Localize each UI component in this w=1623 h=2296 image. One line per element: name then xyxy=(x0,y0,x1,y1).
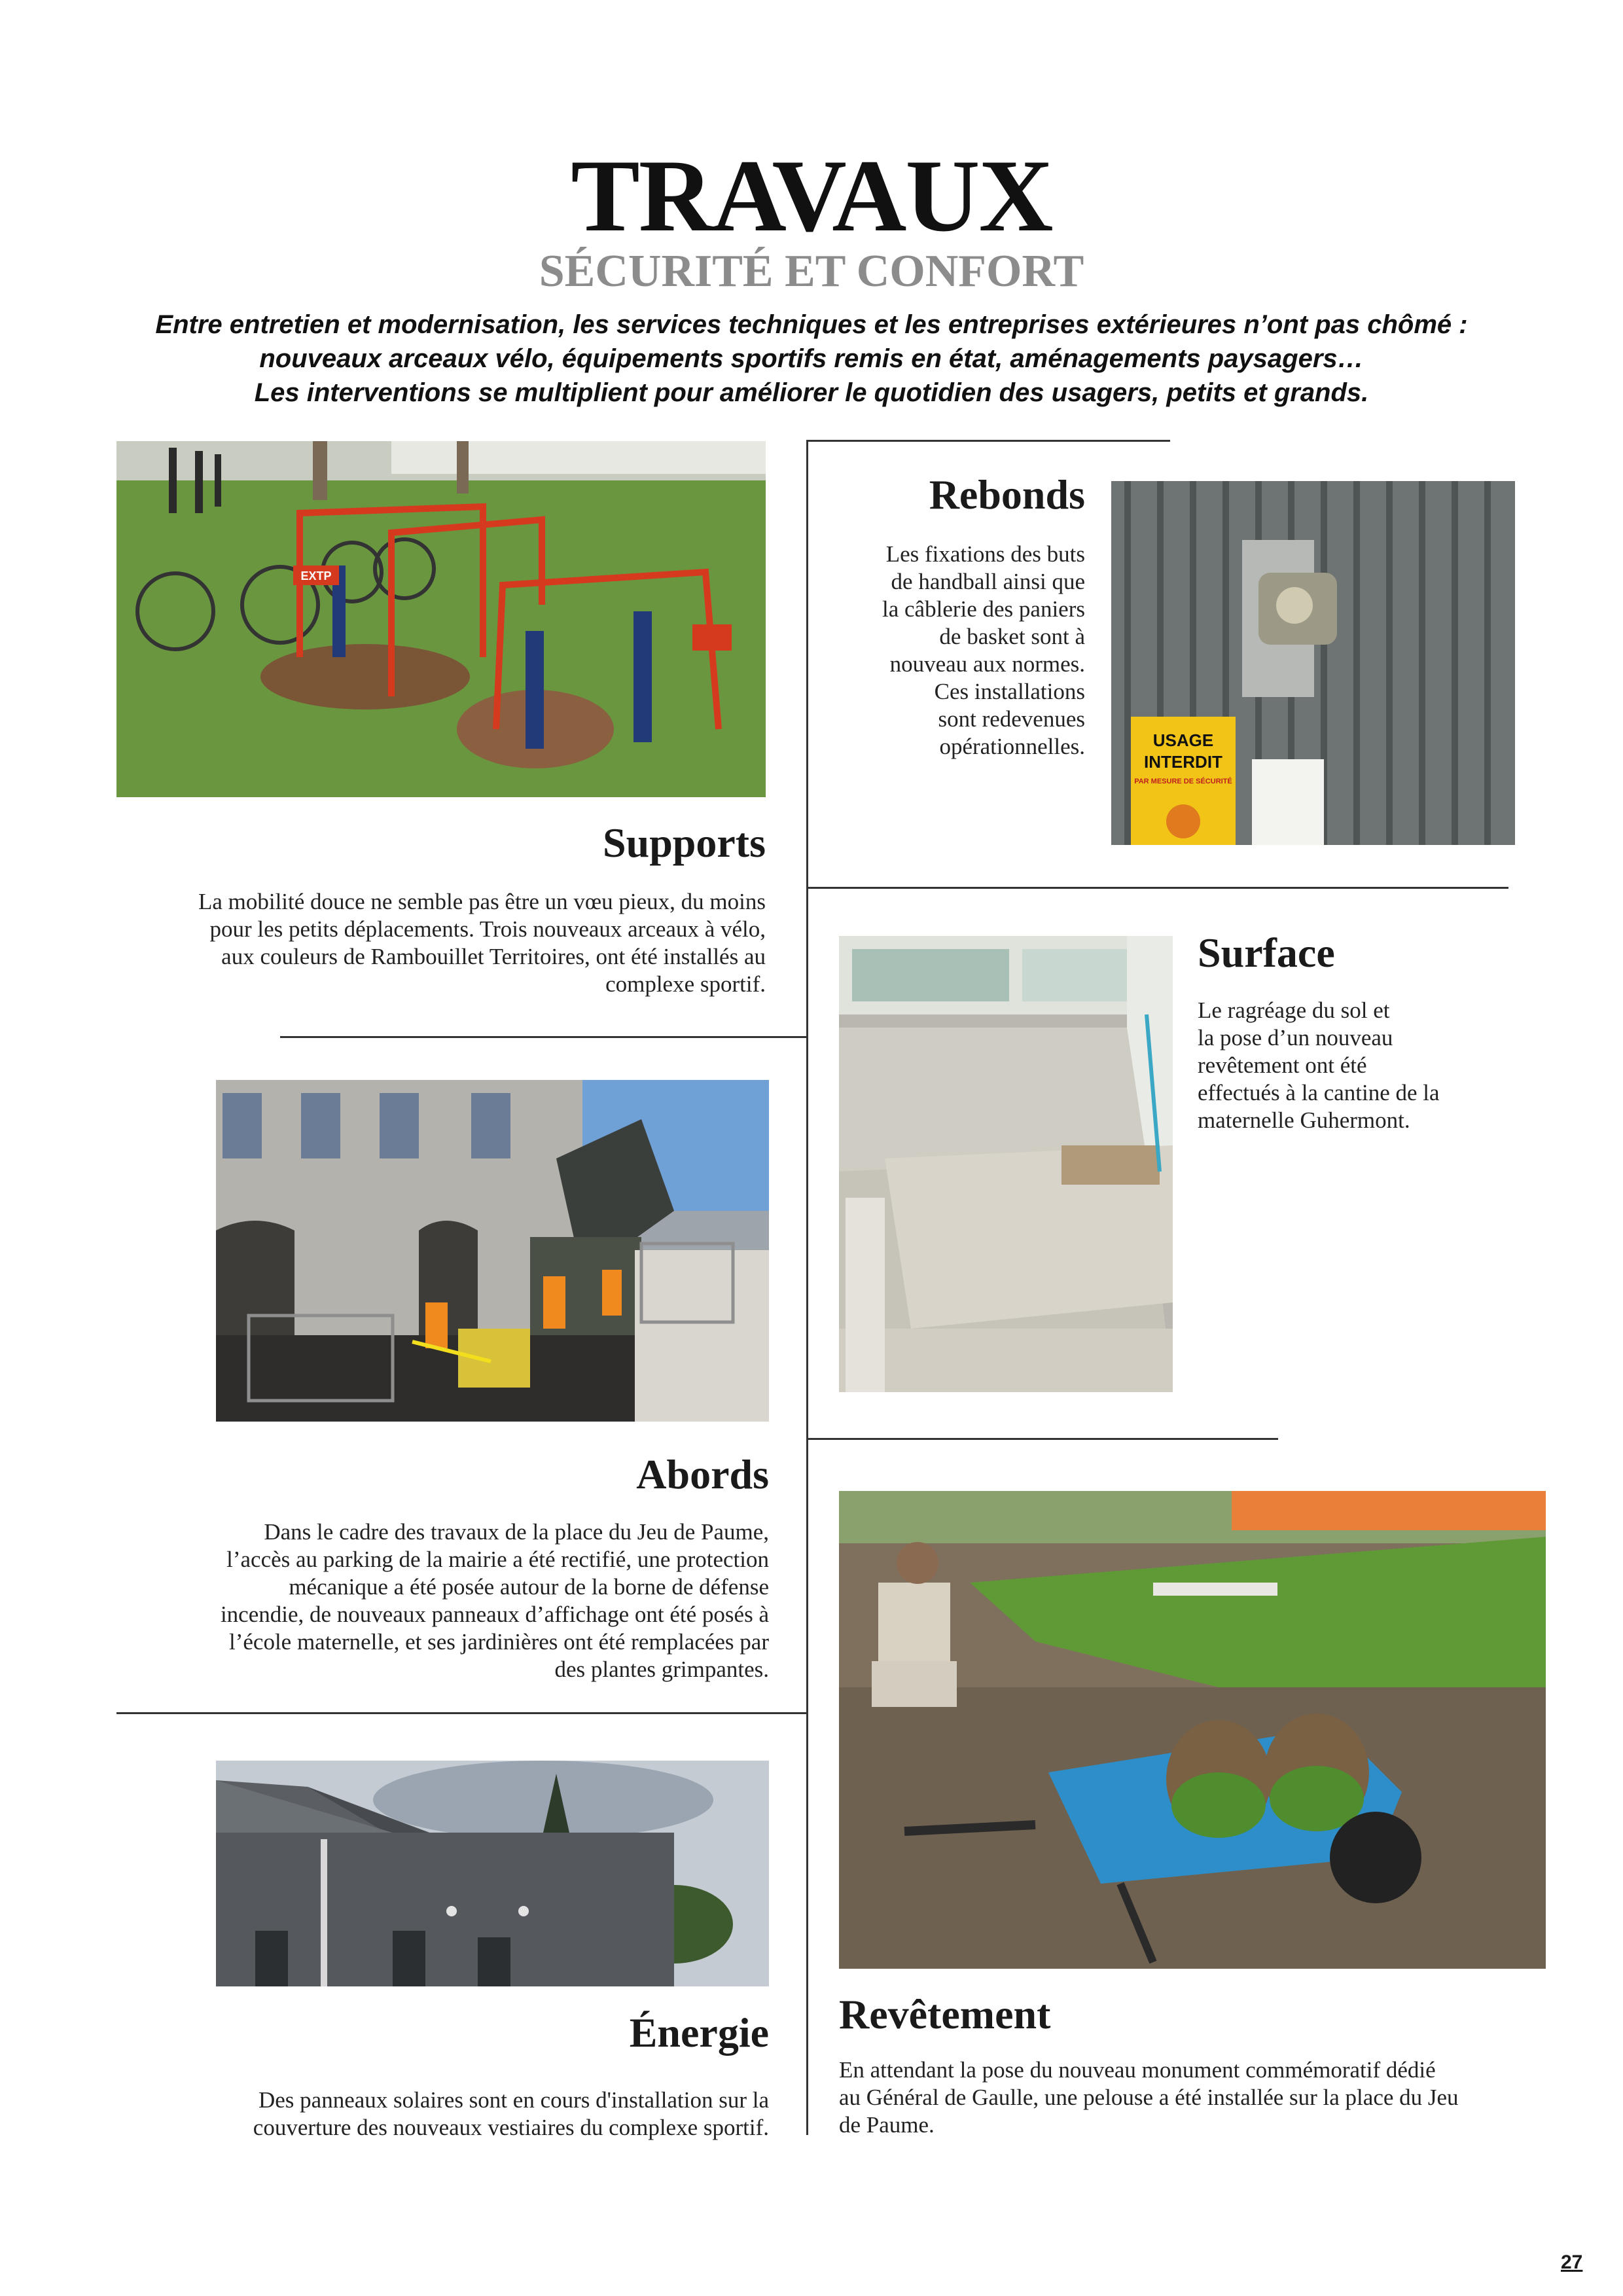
text-line: En attendant la pose du nouveau monument commémoratif dédié xyxy=(839,2057,1436,2083)
sign-text: PAR MESURE DE SÉCURITÉ xyxy=(1134,778,1232,785)
text-line: l’accès au parking de la mairie a été rectifié, une protection xyxy=(226,1547,769,1572)
page-number: 27 xyxy=(1561,2251,1583,2273)
text-line: l’école maternelle, et ses jardinières ont été remplacées par xyxy=(229,1629,769,1655)
section-heading-supports: Supports xyxy=(603,819,766,866)
solar-panels-photo xyxy=(216,1761,769,1986)
text-line: sont redevenues xyxy=(938,706,1085,732)
text-line: Le ragréage du sol et xyxy=(1198,997,1390,1023)
column-divider xyxy=(806,440,808,2135)
section-text-abords xyxy=(116,1518,769,1683)
section-text-revetement xyxy=(839,2056,1552,2139)
section-heading-surface: Surface xyxy=(1198,929,1335,976)
divider-line xyxy=(807,440,1170,442)
page-subtitle: SÉCURITÉ ET CONFORT xyxy=(539,246,1084,296)
section-heading-energie: Énergie xyxy=(629,2009,769,2056)
intro-line: nouveaux arceaux vélo, équipements sportifs remis en état, aménagements paysagers… xyxy=(259,344,1364,373)
text-line: complexe sportif. xyxy=(605,971,766,997)
text-line: incendie, de nouveaux panneaux d’affichage ont été posés à xyxy=(220,1602,769,1627)
text-line: au Général de Gaulle, une pelouse a été installée sur la place du Jeu xyxy=(839,2085,1459,2110)
lawn-installation-photo xyxy=(839,1491,1546,1969)
intro-line: Les interventions se multiplient pour améliorer le quotidien des usagers, petits et grands. xyxy=(254,378,1369,407)
text-line: pour les petits déplacements. Trois nouveaux arceaux à vélo, xyxy=(209,916,766,942)
text-line: aux couleurs de Rambouillet Territoires, ont été installés au xyxy=(221,944,766,969)
sign-text: USAGE xyxy=(1152,730,1214,750)
text-line: de handball ainsi que xyxy=(891,569,1085,594)
floor-covering-photo xyxy=(839,936,1173,1392)
text-line: de Paume. xyxy=(839,2112,935,2138)
divider-line xyxy=(116,1712,808,1714)
sign-text: EXTP xyxy=(300,569,332,583)
text-line: effectués à la cantine de la xyxy=(1198,1080,1440,1105)
section-heading-revetement: Revêtement xyxy=(839,1991,1051,2037)
text-line: maternelle Guhermont. xyxy=(1198,1107,1410,1133)
section-heading-rebonds: Rebonds xyxy=(929,471,1085,518)
text-line: La mobilité douce ne semble pas être un vœu pieux, du moins xyxy=(198,889,766,914)
text-line: nouveau aux normes. xyxy=(889,651,1085,677)
section-heading-abords: Abords xyxy=(636,1451,769,1498)
text-line: des plantes grimpantes. xyxy=(554,1657,769,1682)
roadworks-photo xyxy=(216,1080,769,1422)
page-title: TRAVAUX xyxy=(571,139,1052,253)
text-line: mécanique a été posée autour de la borne de défense xyxy=(289,1574,769,1600)
section-text-energie xyxy=(116,2087,769,2142)
sign-text: INTERDIT xyxy=(1144,752,1222,772)
section-text-rebonds xyxy=(812,541,1085,761)
text-line: Des panneaux solaires sont en cours d'installation sur la xyxy=(258,2087,769,2113)
divider-line xyxy=(807,1438,1278,1440)
text-line: Dans le cadre des travaux de la place du Jeu de Paume, xyxy=(264,1519,769,1545)
text-line: opérationnelles. xyxy=(939,734,1085,759)
intro-paragraph xyxy=(118,308,1505,410)
bike-racks-photo xyxy=(116,441,766,797)
text-line: la pose d’un nouveau xyxy=(1198,1025,1393,1050)
section-text-supports xyxy=(116,888,766,998)
text-line: revêtement ont été xyxy=(1198,1052,1367,1078)
text-line: de basket sont à xyxy=(939,624,1085,649)
text-line: couverture des nouveaux vestiaires du complexe sportif. xyxy=(253,2115,769,2140)
intro-line: Entre entretien et modernisation, les services techniques et les entreprises extérieures n’ont pas chômé : xyxy=(155,310,1468,339)
section-text-surface xyxy=(1198,997,1512,1134)
divider-line xyxy=(807,887,1508,889)
divider-line xyxy=(280,1036,808,1038)
text-line: Les fixations des buts xyxy=(885,541,1085,567)
text-line: la câblerie des paniers xyxy=(882,596,1085,622)
basket-fixation-photo xyxy=(1111,481,1515,845)
text-line: Ces installations xyxy=(934,679,1085,704)
